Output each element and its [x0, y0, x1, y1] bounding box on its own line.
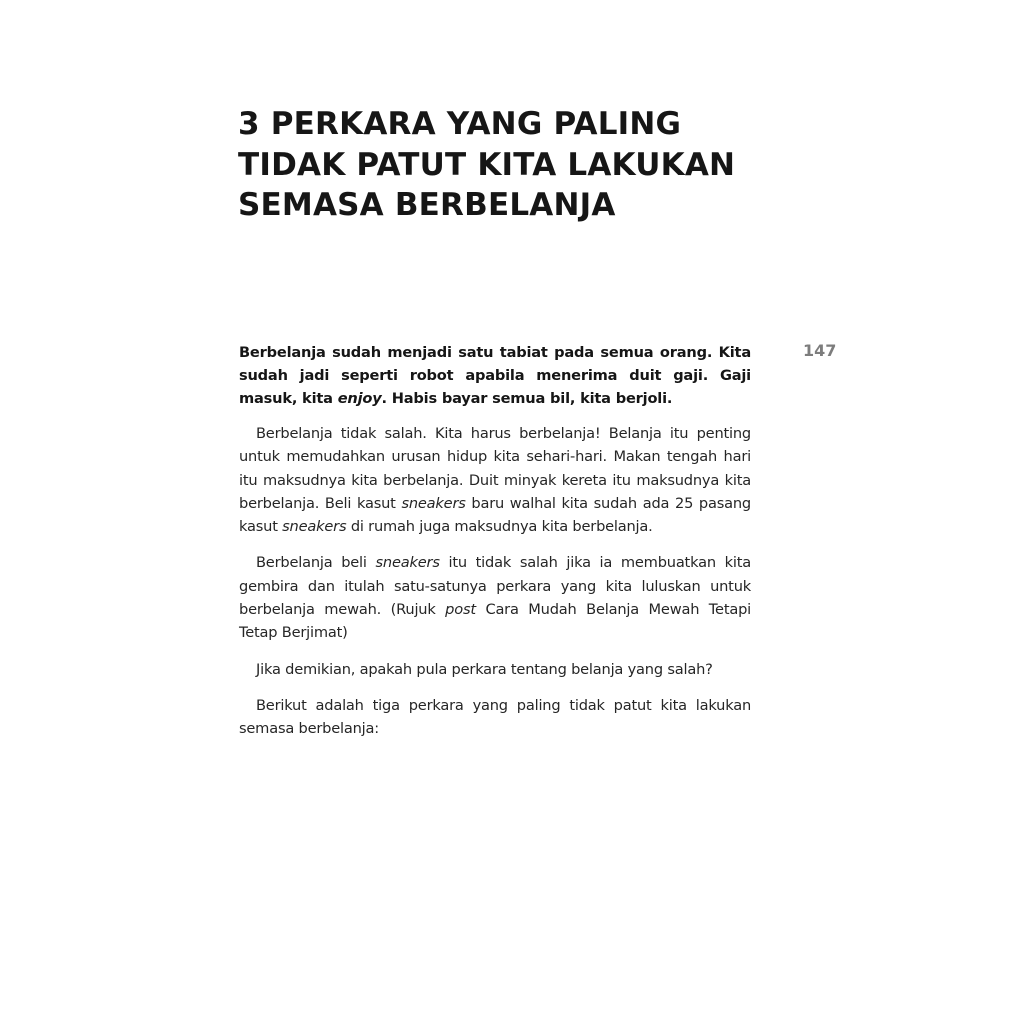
- paragraph-1: [239, 422, 751, 538]
- emphasis-text: sneakers: [375, 554, 440, 572]
- body-text: [239, 341, 751, 754]
- paragraph-text: Berikut adalah tiga perkara yang paling tidak patut kita lakukan semasa berbelanja:: [239, 696, 751, 738]
- chapter-title: 3 PERKARA YANG PALING TIDAK PATUT KITA LAKUKAN SEMASA BERBELANJA: [238, 106, 736, 223]
- lead-paragraph: [239, 341, 751, 410]
- paragraph-text: itu tidak salah jika ia membuatkan kita gembira dan itulah satu-satunya perkara yang kita luluskan untuk berbelanja mewah. (Rujuk: [239, 554, 751, 619]
- paragraph-4: [239, 694, 751, 741]
- paragraph-text: Berbelanja tidak salah. Kita harus berbelanja! Belanja itu penting untuk memudahkan urusan hidup kita sehari-hari. Makan tengah hari itu maksudnya kita berbelanja. Duit minyak kereta itu maksudnya kita berbelanja. Beli kasut: [239, 425, 751, 512]
- lead-text: . Habis bayar semua bil, kita berjoli.: [381, 390, 673, 407]
- emphasis-text: sneakers: [282, 518, 347, 536]
- emphasis-text: post: [445, 601, 476, 619]
- paragraph-text: Berbelanja beli: [256, 554, 376, 572]
- lead-emphasis: enjoy: [337, 390, 382, 407]
- page-number: 147: [803, 341, 837, 360]
- lead-text: Berbelanja sudah menjadi satu tabiat pada semua orang. Kita sudah jadi seperti robot apabila menerima duit gaji. Gaji masuk, kita: [239, 344, 751, 407]
- paragraph-text: Cara Mudah Belanja Mewah Tetapi Tetap Berjimat): [239, 601, 752, 642]
- paragraph-2: [239, 551, 751, 644]
- paragraph-3: [239, 658, 751, 681]
- paragraph-text: Jika demikian, apakah pula perkara tentang belanja yang salah?: [256, 660, 713, 678]
- paragraph-text: di rumah juga maksudnya kita berbelanja.: [346, 518, 653, 536]
- paragraph-text: baru walhal kita sudah ada 25 pasang kasut: [239, 494, 751, 536]
- emphasis-text: sneakers: [401, 494, 466, 512]
